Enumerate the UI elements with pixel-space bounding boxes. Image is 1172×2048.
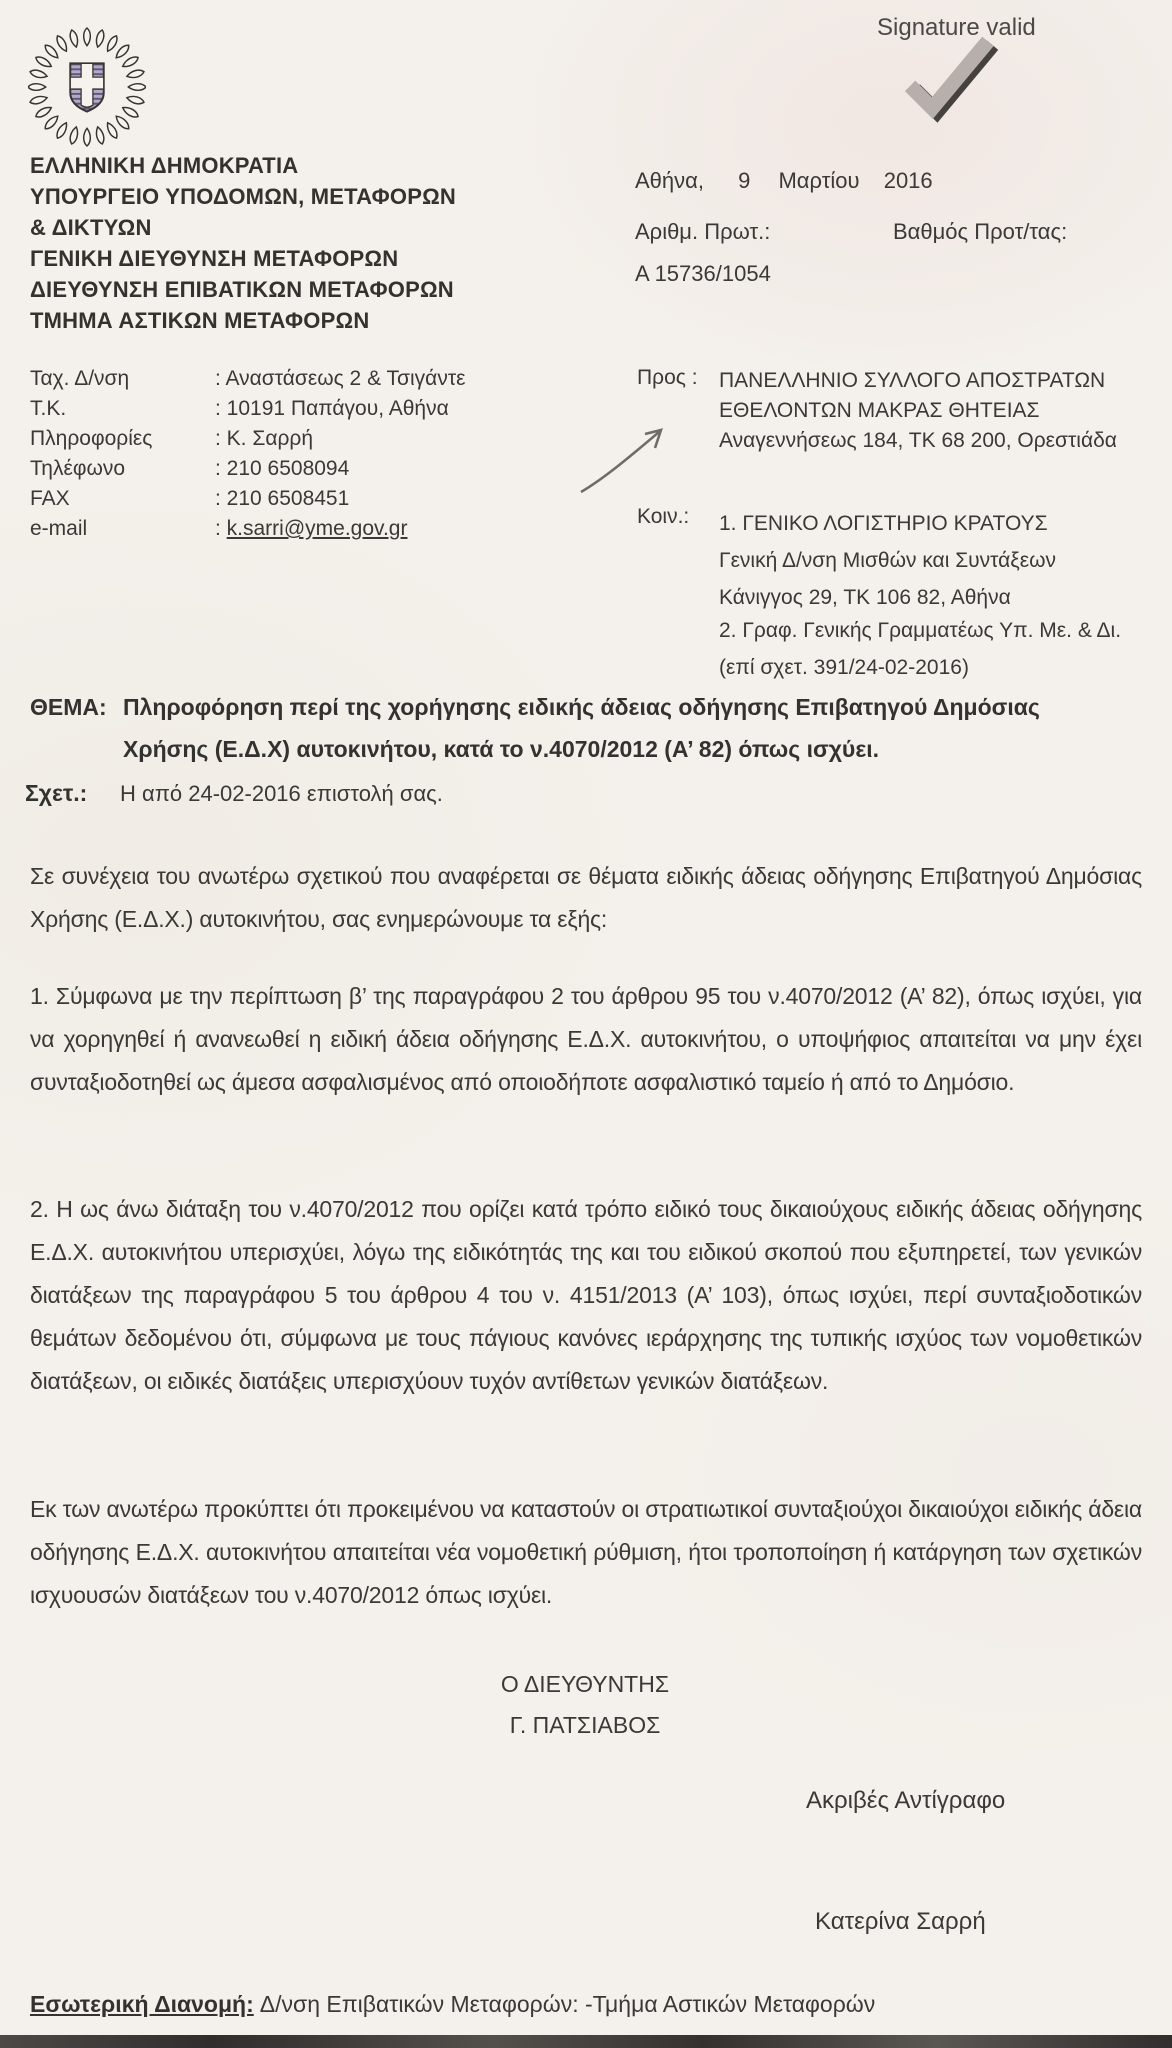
internal-distribution-label: Εσωτερική Διανομή: <box>30 1991 254 2017</box>
header-line: ΕΛΛΗΝΙΚΗ ΔΗΜΟΚΡΑΤΙΑ <box>30 153 299 178</box>
date-year: 2016 <box>883 168 933 193</box>
scanner-artifact-band <box>0 2035 1172 2048</box>
contact-row <box>30 514 465 544</box>
contact-value: : 210 6508451 <box>215 487 350 510</box>
certified-copy-label: Ακριβές Αντίγραφο <box>806 1787 1006 1814</box>
contact-label: Ταχ. Δ/νση <box>30 367 130 390</box>
contact-label: Πληροφορίες <box>30 427 153 450</box>
internal-distribution-text: Δ/νση Επιβατικών Μεταφορών: -Τμήμα Αστικών Μεταφορών <box>259 1991 876 2017</box>
contact-row <box>30 424 465 454</box>
cc-label: Κοιν.: <box>637 505 690 528</box>
letter-date <box>635 168 933 194</box>
protocol-number-value: Α 15736/1054 <box>635 261 771 286</box>
email-link[interactable]: k.sarri@yme.gov.gr <box>226 517 408 540</box>
contact-label: Τ.Κ. <box>30 397 67 420</box>
contact-row <box>30 394 465 424</box>
priority-grade-label: Βαθμός Προτ/τας: <box>893 219 1068 244</box>
contact-value: : 10191 Παπάγου, Αθήνα <box>215 397 449 420</box>
recipient-to-label: Προς : <box>637 366 698 389</box>
pen-arrow-icon <box>575 420 675 503</box>
contact-details <box>30 364 465 544</box>
body-paragraph: 1. Σύμφωνα με την περίπτωση β’ της παραγράφου 2 του άρθρου 95 του ν.4070/2012 (Α’ 82), όπως ισχύει, για να χορηγηθεί ή ανανεωθεί η ειδική άδεια οδήγησης Ε.Δ.Χ. αυτοκινήτου, ο υποψήφιος απαιτείται να μην έχει συνταξιοδοτηθεί ως άμεσα ασφαλισμένος από οποιοδήποτε ασφαλιστικό ταμείο ή από το Δημόσιο. <box>30 983 1142 1095</box>
header-line: & ΔΙΚΤΥΩΝ <box>30 215 152 240</box>
contact-value: : Αναστάσεως 2 & Τσιγάντε <box>215 367 466 390</box>
director-name: Γ. ΠΑΤΣΙΑΒΟΣ <box>509 1712 661 1738</box>
body-paragraph: 2. Η ως άνω διάταξη του ν.4070/2012 που ορίζει κατά τρόπο ειδικό τους δικαιούχους ειδικής άδειας οδήγησης Ε.Δ.Χ. αυτοκινήτου υπερισχύει, λόγω της ειδικότητάς της και του ειδικού σκοπού που εξυπηρετεί, των γενικών διατάξεων της παραγράφου 5 του άρθρου 4 του ν. 4151/2013 (Α’ 103), όπως ισχύει, περί συνταξιοδοτικών θεμάτων δεδομένου ότι, σύμφωνα με τους πάγιους κανόνες ιεράρχησης της τυπικής ισχύος των νομοθετικών διατάξεων, οι ειδικές διατάξεις υπερισχύουν τυχόν αντίθετων γενικών διατάξεων. <box>30 1196 1142 1394</box>
header-line: ΥΠΟΥΡΓΕΙΟ ΥΠΟΔΟΜΩΝ, ΜΕΤΑΦΟΡΩΝ <box>30 184 457 209</box>
signature-valid-label: Signature valid <box>877 14 1036 41</box>
contact-label: Τηλέφωνο <box>30 457 126 480</box>
subject-label: ΘΕΜΑ: <box>30 694 107 720</box>
recipient-line: Αναγεννήσεως 184, ΤΚ 68 200, Ορεστιάδα <box>719 429 1117 452</box>
date-city: Αθήνα, <box>635 168 704 193</box>
body-paragraph: Σε συνέχεια του ανωτέρω σχετικού που αναφέρεται σε θέματα ειδικής άδειας οδήγησης Επιβατηγού Δημόσιας Χρήσης (Ε.Δ.Χ.) αυτοκινήτου, σας ενημερώνουμε τα εξής: <box>30 863 1142 932</box>
body-paragraph: Εκ των ανωτέρω προκύπτει ότι προκειμένου να καταστούν οι στρατιωτικοί συνταξιούχοι δικαιούχοι ειδικής άδεια οδήγησης Ε.Δ.Χ. αυτοκινήτου απαιτείται νέα νομοθετική ρύθμιση, ήτοι τροποποίηση ή κατάργηση των σχετικών ισχυουσών διατάξεων του ν.4070/2012 όπως ισχύει. <box>30 1496 1142 1608</box>
contact-colon: : <box>215 517 227 540</box>
contact-value: : 210 6508094 <box>215 457 350 480</box>
reference-label: Σχετ.: <box>25 780 88 806</box>
greek-national-emblem-icon <box>28 24 146 155</box>
date-month: Μαρτίου <box>778 168 860 193</box>
contact-label: e-mail <box>30 517 88 540</box>
header-line: ΔΙΕΥΘΥΝΣΗ ΕΠΙΒΑΤΙΚΩΝ ΜΕΤΑΦΟΡΩΝ <box>30 277 454 302</box>
cc-line: Κάνιγγος 29, ΤΚ 106 82, Αθήνα <box>719 586 1011 609</box>
cc-line: 2. Γραφ. Γενικής Γραμματέως Υπ. Με. & Δι. <box>719 619 1122 642</box>
contact-row <box>30 454 465 484</box>
recipient-line: ΕΘΕΛΟΝΤΩΝ ΜΑΚΡΑΣ ΘΗΤΕΙΑΣ <box>719 399 1040 422</box>
contact-row <box>30 484 465 514</box>
signature-check-icon <box>893 34 1005 139</box>
cc-block-2 <box>719 612 1121 686</box>
cc-line: 1. ΓΕΝΙΚΟ ΛΟΓΙΣΤΗΡΙΟ ΚΡΑΤΟΥΣ <box>719 512 1048 535</box>
contact-label: FAX <box>30 487 70 510</box>
cc-line: Γενική Δ/νση Μισθών και Συντάξεων <box>719 549 1056 572</box>
recipient-line: ΠΑΝΕΛΛΗΝΙΟ ΣΥΛΛΟΓΟ ΑΠΟΣΤΡΑΤΩΝ <box>719 369 1106 392</box>
date-day: 9 <box>738 168 751 193</box>
subject-line: Πληροφόρηση περί της χορήγησης ειδικής άδειας οδήγησης Επιβατηγού Δημόσιας <box>123 694 1040 720</box>
protocol-number-label: Αριθμ. Πρωτ.: <box>635 219 771 244</box>
contact-value: : Κ. Σαρρή <box>215 427 314 450</box>
cc-line: (επί σχετ. 391/24-02-2016) <box>719 656 969 679</box>
subject-line: Χρήσης (Ε.Δ.Χ) αυτοκινήτου, κατά το ν.4070/2012 (Α’ 82) όπως ισχύει. <box>123 736 880 762</box>
contact-value <box>215 514 407 544</box>
reference-text: Η από 24-02-2016 επιστολή σας. <box>120 781 443 806</box>
header-line: ΓΕΝΙΚΗ ΔΙΕΥΘΥΝΣΗ ΜΕΤΑΦΟΡΩΝ <box>30 246 399 271</box>
contact-row <box>30 364 465 394</box>
cc-block-1 <box>719 505 1056 616</box>
director-title: Ο ΔΙΕΥΘΥΝΤΗΣ <box>500 1671 670 1697</box>
internal-distribution <box>30 1991 875 2018</box>
header-line: ΤΜΗΜΑ ΑΣΤΙΚΩΝ ΜΕΤΑΦΟΡΩΝ <box>30 308 370 333</box>
clerk-name: Κατερίνα Σαρρή <box>815 1908 986 1935</box>
recipient-to-block <box>719 366 1117 456</box>
ministry-header <box>30 150 456 336</box>
